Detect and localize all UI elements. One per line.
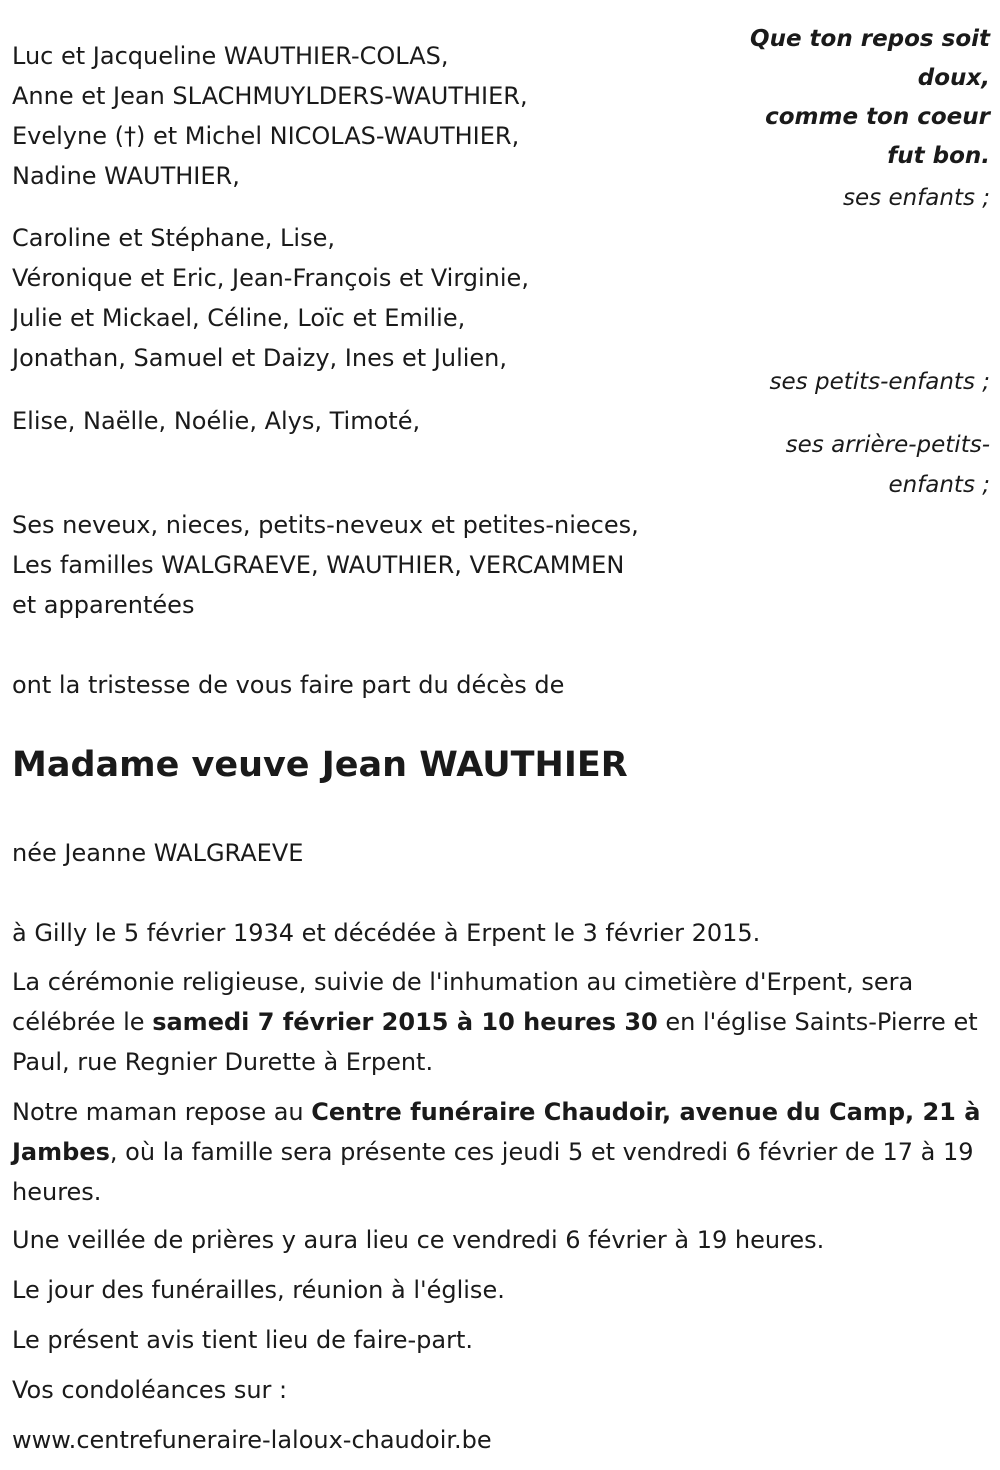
family-line: Véronique et Eric, Jean-François et Virginie, [12,264,529,292]
role-children: ses enfants ; [843,185,990,211]
visitation-paragraph [12,1092,982,1212]
ceremony-paragraph [12,962,982,1082]
notice-meeting: Le jour des funérailles, réunion à l'église. [12,1276,505,1304]
announcement: ont la tristesse de vous faire part du décès de [12,671,565,699]
notice-condolences: Vos condoléances sur : [12,1376,288,1404]
ceremony-text: en l'église Saints-Pierre et Paul, rue Regnier Durette à Erpent. [12,1008,978,1076]
family-line: Les familles WALGRAEVE, WAUTHIER, VERCAMMEN [12,551,625,579]
deceased-name: Madame veuve Jean WAUTHIER [12,745,628,785]
family-line: Ses neveux, nieces, petits-neveux et petites-nieces, [12,511,639,539]
great-grandchildren-list [12,401,420,441]
epitaph-line: comme ton coeur [765,104,990,130]
birth-name: née Jeanne WALGRAEVE [12,839,304,867]
ceremony-datetime: samedi 7 février 2015 à 10 heures 30 [152,1008,658,1036]
family-line: Evelyne (†) et Michel NICOLAS-WAUTHIER, [12,122,520,150]
role-great-grandchildren [786,425,990,505]
family-line: et apparentées [12,591,195,619]
life-dates: à Gilly le 5 février 1934 et décédée à Erpent le 3 février 2015. [12,919,761,947]
website-link[interactable]: www.centrefuneraire-laloux-chaudoir.be [12,1426,492,1454]
visitation-text: Notre maman repose au [12,1098,312,1126]
visitation-text: , où la famille sera présente ces jeudi 5 et vendredi 6 février de 17 à 19 heures. [12,1138,974,1206]
epitaph-line: fut bon. [887,143,990,169]
epitaph [750,20,990,176]
family-line: Elise, Naëlle, Noélie, Alys, Timoté, [12,407,421,435]
visitation-place: Centre funéraire Chaudoir, avenue du Camp, 21 à Jambes [12,1098,981,1166]
family-line: Nadine WAUTHIER, [12,162,240,190]
role-line: ses arrière-petits- [785,432,990,458]
notice-vigil: Une veillée de prières y aura lieu ce vendredi 6 février à 19 heures. [12,1226,825,1254]
family-line: Julie et Mickael, Céline, Loïc et Emilie, [12,304,466,332]
ceremony-text: La cérémonie religieuse, suivie de l'inhumation au cimetière d'Erpent, sera célébrée le [12,968,914,1036]
extended-family-list [12,505,639,625]
family-line: Caroline et Stéphane, Lise, [12,224,335,252]
role-grandchildren: ses petits-enfants ; [769,369,990,395]
role-line: enfants ; [888,472,990,498]
family-line: Luc et Jacqueline WAUTHIER-COLAS, [12,42,449,70]
epitaph-line: Que ton repos soit [750,26,990,52]
grandchildren-list [12,218,529,378]
epitaph-line: doux, [917,65,990,91]
notice-faire-part: Le présent avis tient lieu de faire-part. [12,1326,474,1354]
family-line: Jonathan, Samuel et Daizy, Ines et Julien, [12,344,508,372]
children-list [12,36,528,196]
family-line: Anne et Jean SLACHMUYLDERS-WAUTHIER, [12,82,528,110]
